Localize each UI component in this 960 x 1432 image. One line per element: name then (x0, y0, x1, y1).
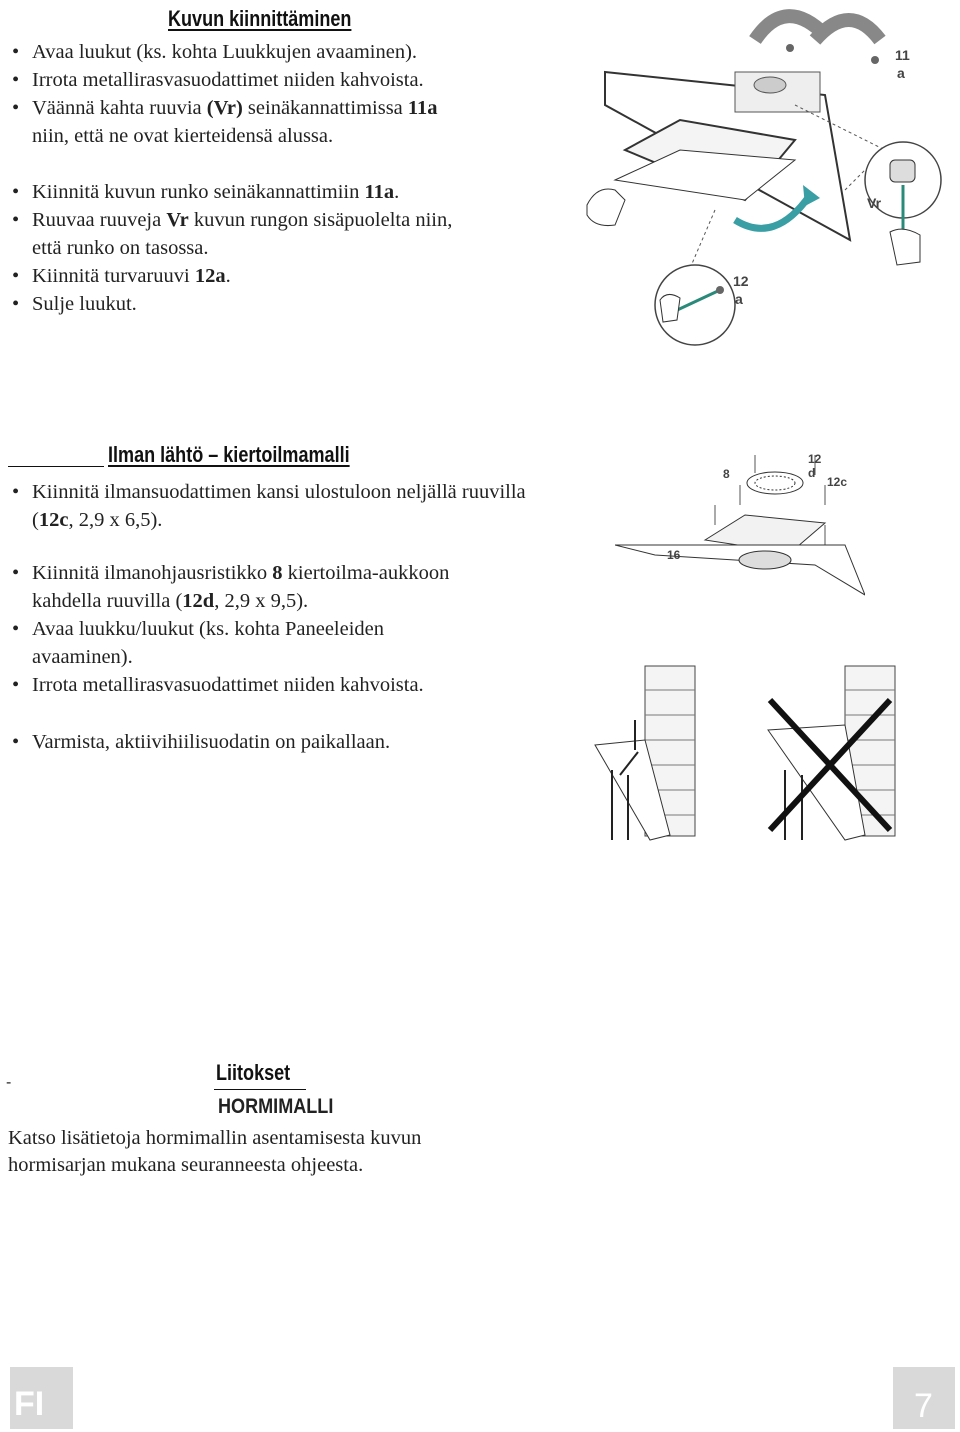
list-item-continuation: että runko on tasossa. (32, 237, 209, 259)
paragraph-line: hormisarjan mukana seuranneesta ohjeesta. (8, 1154, 364, 1176)
label-11-sub: a (897, 65, 905, 81)
paragraph-line: Katso lisätietoja hormimallin asentamisesta kuvun (8, 1127, 422, 1149)
list-item: • Irrota metallirasvasuodattimet niiden kahvoista. (8, 66, 424, 94)
wall-bracket-icon (890, 160, 915, 182)
rotate-arrow-icon (815, 20, 880, 40)
heading-rule (8, 466, 104, 467)
list-item: • Avaa luukut (ks. kohta Luukkujen avaaminen). (8, 38, 417, 66)
screw-icon (871, 56, 879, 64)
hood-top-surface (615, 545, 865, 595)
label-12: 12 (733, 273, 749, 289)
screw-icon (786, 44, 794, 52)
label-12-sub: a (735, 291, 743, 307)
label-12: 12 (808, 452, 822, 466)
recirculation-cover-figure (615, 445, 865, 605)
hand-icon (660, 294, 680, 322)
label-16: 16 (667, 548, 681, 562)
list-item: • Kiinnitä ilmansuodattimen kansi ulostuloon neljällä ruuvilla (8, 478, 526, 506)
label-11: 11 (895, 47, 910, 63)
label-12-sub: d (808, 466, 816, 480)
subheading-chimney-model: HORMIMALLI (218, 1095, 334, 1118)
list-item-continuation: niin, että ne ovat kierteidensä alussa. (32, 125, 334, 147)
label-12c: 12c (827, 475, 848, 489)
list-item: • Kiinnitä ilmanohjausristikko 8 kiertoilma-aukkoon (8, 559, 449, 587)
list-item: • Irrota metallirasvasuodattimet niiden kahvoista. (8, 671, 424, 699)
section-heading-connections: Liitokset (216, 1060, 291, 1085)
list-item-continuation: (12c, 2,9 x 6,5). (32, 509, 163, 531)
section-heading-mounting: Kuvun kiinnittäminen (168, 6, 352, 31)
hand-icon (587, 189, 625, 226)
airflow-figure (590, 660, 900, 860)
list-item: • Avaa luukku/luukut (ks. kohta Paneeleiden (8, 615, 384, 643)
outlet-ring (739, 551, 791, 569)
list-item: • Varmista, aktiivihiilisuodatin on paikallaan. (8, 728, 390, 756)
list-item: • Väännä kahta ruuvia (Vr) seinäkannattimissa 11a (8, 94, 438, 122)
list-item-continuation: kahdella ruuvilla (12d, 2,9 x 9,5). (32, 590, 309, 612)
heading-underline (214, 1089, 306, 1090)
label-vr: Vr (867, 195, 882, 211)
hand-icon (890, 229, 920, 265)
label-8: 8 (723, 467, 730, 481)
list-item: • Kiinnitä turvaruuvi 12a. (8, 262, 231, 290)
screw-icon (716, 286, 724, 294)
list-item: • Sulje luukut. (8, 290, 137, 318)
list-item: • Kiinnitä kuvun runko seinäkannattimiin 11a. (8, 178, 399, 206)
footer-language: FI (14, 1385, 45, 1423)
dash-marker: - (6, 1074, 12, 1091)
hood-mounting-figure (585, 0, 960, 350)
section-heading-recirculation: Ilman lähtö – kiertoilmamalli (108, 442, 350, 467)
outlet-ring (754, 77, 786, 93)
list-item-continuation: avaaminen). (32, 646, 133, 668)
page-number: 7 (914, 1387, 933, 1425)
list-item: • Ruuvaa ruuveja Vr kuvun rungon sisäpuolelta niin, (8, 206, 452, 234)
